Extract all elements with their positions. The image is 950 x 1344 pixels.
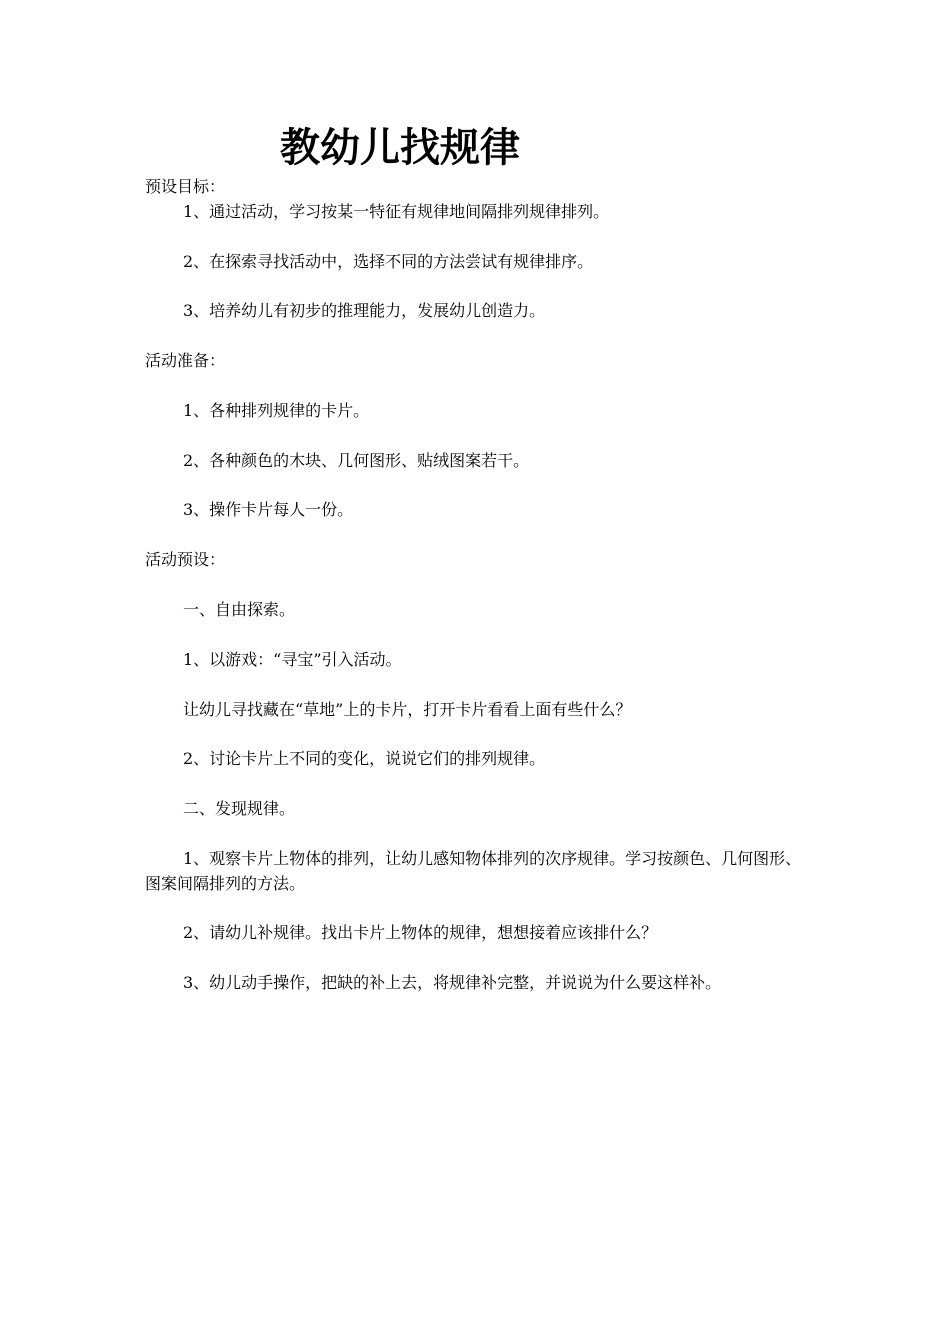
- goal-item-1: 1、通过活动，学习按某一特征有规律地间隔排列规律排列。: [183, 202, 610, 221]
- preparation-item-1: 1、各种排列规律的卡片。: [183, 401, 370, 420]
- process-part2-item-2: 2、请幼儿补规律。找出卡片上物体的规律，想想接着应该排什么？: [183, 923, 658, 942]
- preparation-heading: 活动准备：: [145, 351, 226, 370]
- process-part2-title: 二、发现规律。: [183, 799, 296, 818]
- goals-heading: 预设目标：: [145, 177, 226, 196]
- process-part1-item-3: 2、讨论卡片上不同的变化，说说它们的排列规律。: [183, 749, 546, 768]
- process-part2-item-1: 1、观察卡片上物体的排列，让幼儿感知物体排列的次序规律。学习按颜色、几何图形、图案间隔排列的方法。: [145, 849, 802, 893]
- goal-item-2: 2、在探索寻找活动中，选择不同的方法尝试有规律排序。: [183, 252, 594, 271]
- process-part1-item-1: 1、以游戏：“寻宝”引入活动。: [183, 650, 402, 669]
- process-part2-item-3: 3、幼儿动手操作，把缺的补上去，将规律补完整，并说说为什么要这样补。: [183, 973, 722, 992]
- preparation-item-2: 2、各种颜色的木块、几何图形、贴绒图案若干。: [183, 451, 530, 470]
- goal-item-3: 3、培养幼儿有初步的推理能力，发展幼儿创造力。: [183, 301, 546, 320]
- process-part1-title: 一、自由探索。: [183, 600, 296, 619]
- process-heading: 活动预设：: [145, 550, 226, 569]
- preparation-item-3: 3、操作卡片每人一份。: [183, 500, 354, 519]
- process-part1-item-2: 让幼儿寻找藏在“草地”上的卡片，打开卡片看看上面有些什么？: [183, 700, 632, 719]
- document-title: 教幼儿找规律: [280, 125, 520, 171]
